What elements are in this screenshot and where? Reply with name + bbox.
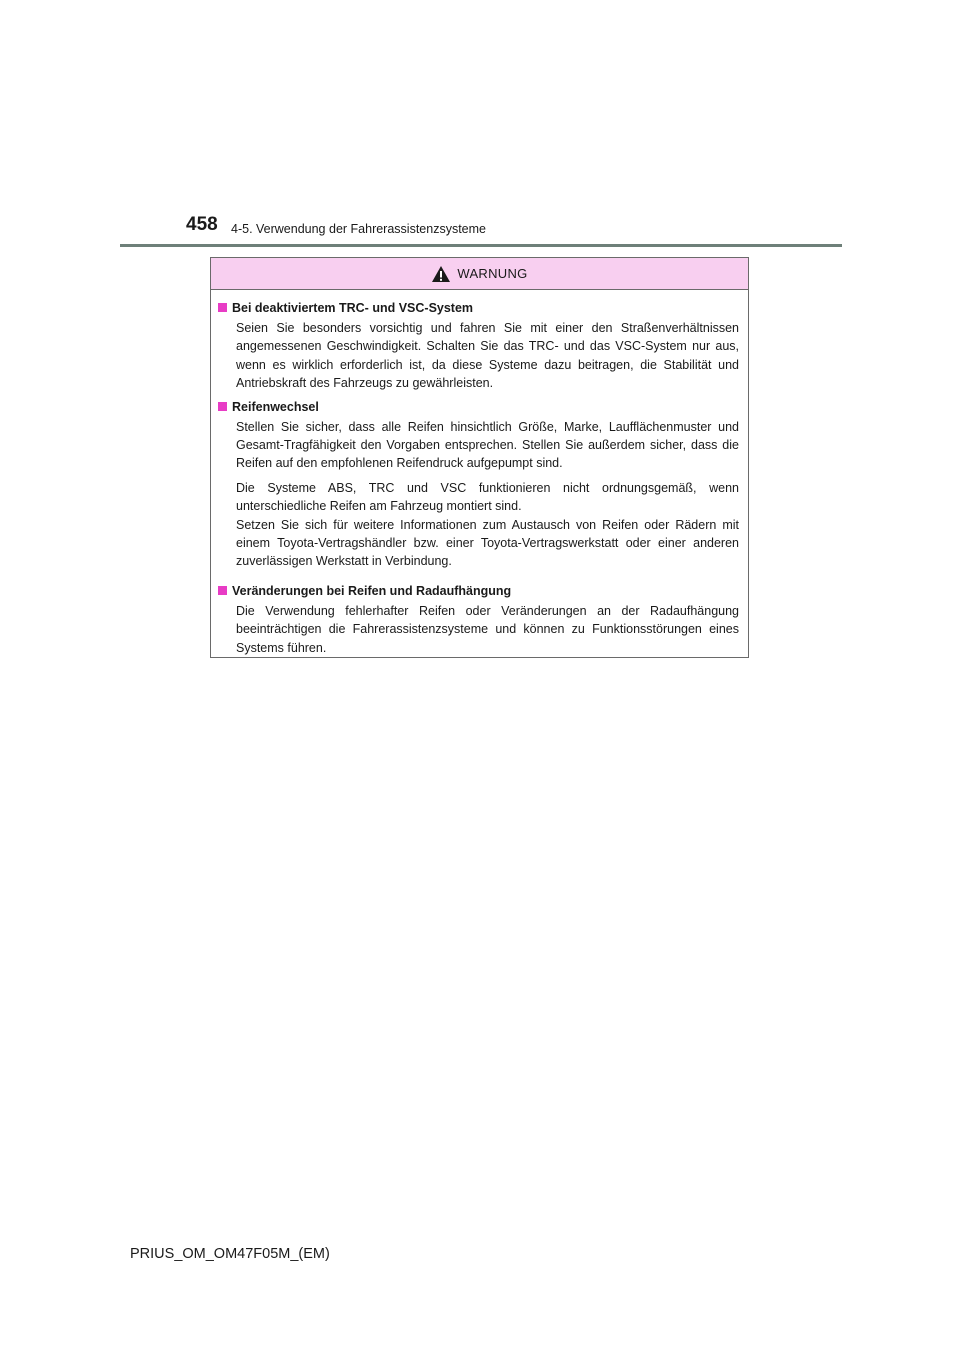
square-bullet-icon: [218, 303, 227, 312]
page-number: 458: [186, 214, 218, 235]
paragraph-line: Setzen Sie sich für weitere Informationen zum Austausch von Reifen oder Rädern mit einem Toyota-Vertragshändler bzw. einer Toyota-Vertragswerkstatt oder einer anderen zuverlässigen Werkstatt in Verbindung.: [236, 517, 739, 569]
section-paragraph: Seien Sie besonders vorsichtig und fahren Sie mit einer den Straßenverhältnissen angemessenen Geschwindigkeit. Schalten Sie das TRC- und das VSC-System nur aus, wenn es wirklich erforderlich ist, da diese Systeme dazu beitragen, die Stabilität und Antriebskraft des Fahrzeugs zu gewährleisten.: [236, 321, 739, 391]
section-heading: Veränderungen bei Reifen und Radaufhängung: [232, 583, 512, 598]
warning-box: [210, 257, 749, 658]
warning-triangle-icon: [431, 265, 451, 283]
warning-body: [211, 290, 748, 657]
section-paragraph: Die Verwendung fehlerhafter Reifen oder Veränderungen an der Radaufhängung beeinträchtigen die Fahrerassistenzsysteme und können zu Funktionsstörungen eines Systems führen.: [236, 603, 739, 655]
warning-section-reifenwechsel: [218, 400, 739, 577]
square-bullet-icon: [218, 586, 227, 595]
warning-section-trc-vsc: [218, 301, 739, 393]
warning-header: [211, 258, 748, 290]
paragraph-line: Die Systeme ABS, TRC und VSC funktionieren nicht ordnungsgemäß, wenn unterschiedliche Reifen am Fahrzeug montiert sind.: [236, 480, 739, 514]
document-code: PRIUS_OM_OM47F05M_(EM): [130, 1246, 330, 1262]
section-heading: Reifenwechsel: [232, 399, 319, 414]
square-bullet-icon: [218, 402, 227, 411]
section-heading: Bei deaktiviertem TRC- und VSC-System: [232, 301, 474, 315]
section-title: 4-5. Verwendung der Fahrerassistenzsysteme: [231, 222, 486, 236]
section-paragraph: Stellen Sie sicher, dass alle Reifen hinsichtlich Größe, Marke, Laufflächenmuster und Gesamt-Tragfähigkeit den Vorgaben entsprechen. Stellen Sie außerdem sicher, dass die Reifen auf den empfohlenen Reifendruck aufgepumpt sind.: [236, 419, 739, 471]
header-divider: [120, 244, 842, 247]
section-paragraph: [236, 479, 739, 571]
warning-title: WARNUNG: [457, 266, 528, 281]
warning-section-radaufhaengung: [218, 584, 739, 657]
